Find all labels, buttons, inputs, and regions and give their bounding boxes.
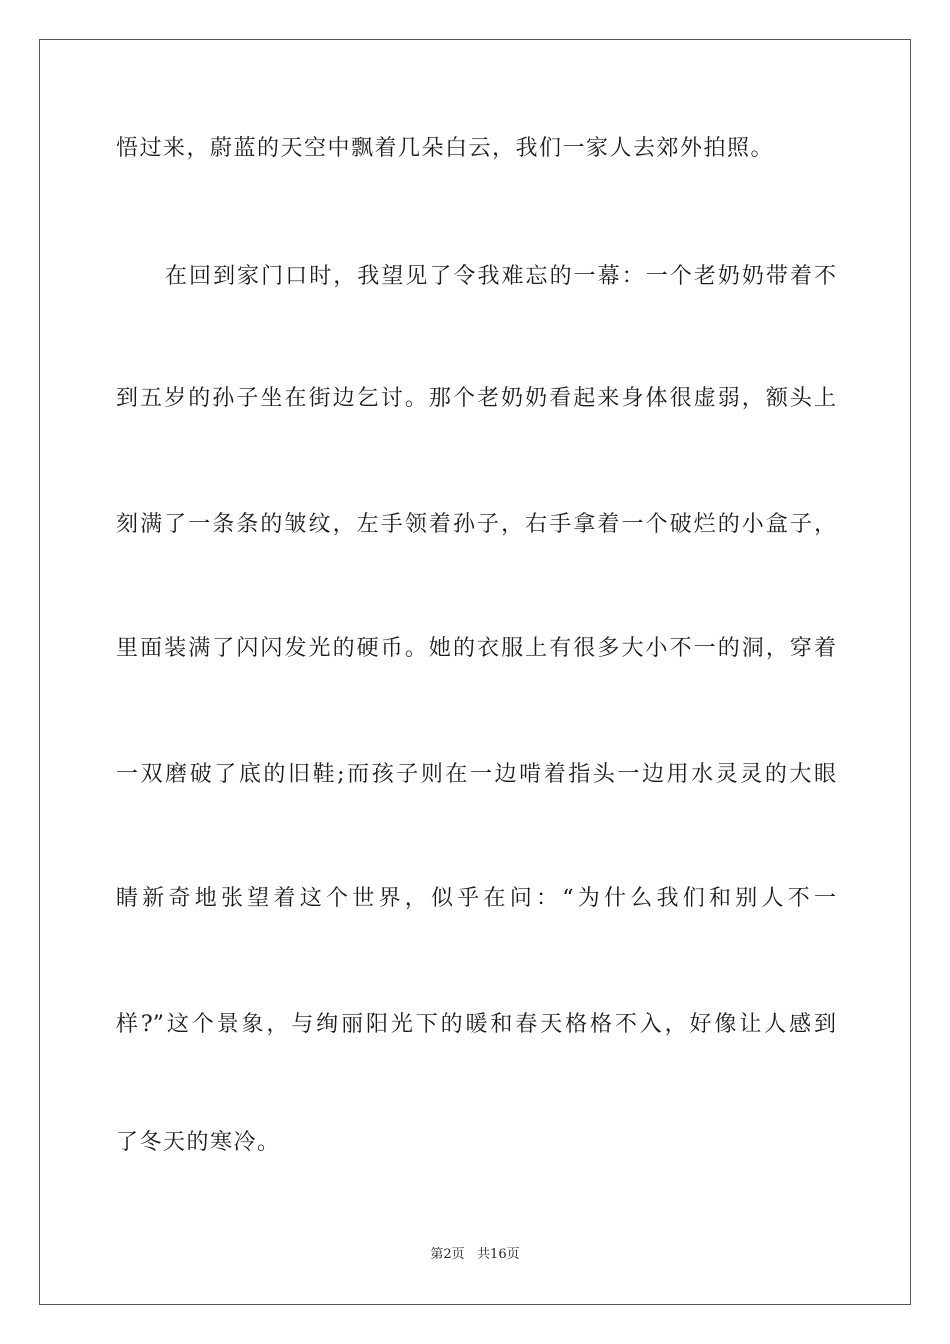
page-border [39, 39, 911, 1305]
text-line-8: 样?”这个景象，与绚丽阳光下的暖和春天格格不入，好像让人感到 [116, 1012, 836, 1037]
text-line-7: 睛新奇地张望着这个世界，似乎在问：“为什么我们和别人不一 [116, 886, 836, 911]
text-line-5: 里面装满了闪闪发光的硬币。她的衣服上有很多大小不一的洞，穿着 [116, 636, 836, 661]
text-line-1: 悟过来，蔚蓝的天空中飘着几朵白云，我们一家人去郊外拍照。 [116, 136, 775, 161]
text-line-6: 一双磨破了底的旧鞋;而孩子则在一边啃着指头一边用水灵灵的大眼 [116, 762, 836, 787]
text-line-3: 到五岁的孙子坐在街边乞讨。那个老奶奶看起来身体很虚弱，额头上 [116, 386, 836, 411]
text-line-2: 在回到家门口时，我望见了令我难忘的一幕：一个老奶奶带着不 [165, 264, 836, 289]
text-line-9: 了冬天的寒冷。 [116, 1130, 281, 1155]
page-number-footer: 第2页 共16页 [430, 1247, 520, 1262]
text-line-4: 刻满了一条条的皱纹，左手领着孙子，右手拿着一个破烂的小盒子， [116, 512, 836, 537]
